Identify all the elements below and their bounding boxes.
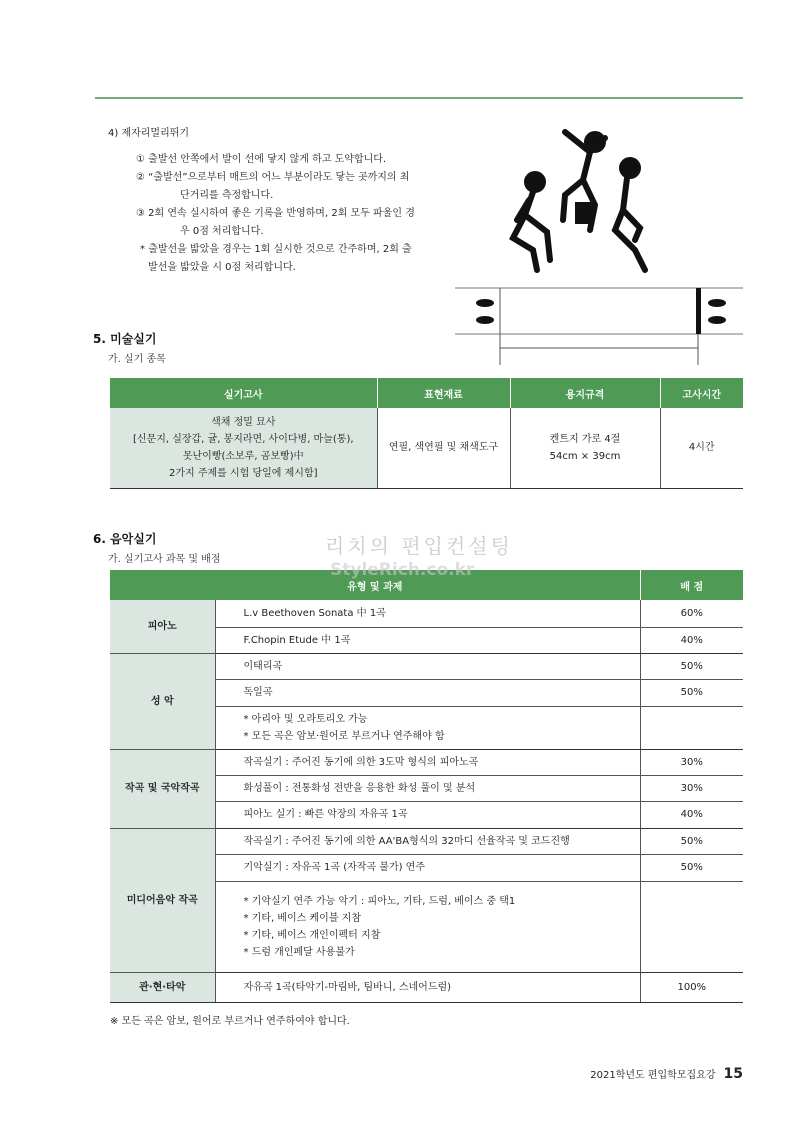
score-cell: 60% [640, 600, 743, 627]
subject-line: 2가지 주제를 시험 당일에 제시함] [168, 467, 318, 479]
note: * 기타, 베이스 개인이펙터 지참 [243, 929, 381, 941]
score-cell: 50% [640, 854, 743, 881]
task-cell: L.v Beethoven Sonata 中 1곡 [215, 600, 640, 627]
score-cell: 50% [640, 679, 743, 706]
long-jump-section [108, 125, 415, 277]
notes-cell [215, 881, 640, 972]
art-exam-table [110, 378, 743, 489]
note: * 기타, 베이스 케이블 지참 [243, 912, 361, 924]
score-cell: 30% [640, 775, 743, 801]
art-section-title: 5. 미술실기 [93, 332, 157, 346]
footnote: ※ 모든 곡은 암보, 원어로 부르거나 연주하여야 합니다. [110, 1016, 350, 1027]
note: * 기악실기 연주 가능 악기 : 피아노, 기타, 드럼, 베이스 중 택1 [243, 895, 516, 907]
subject-line: 색채 정밀 묘사 [211, 416, 276, 428]
subject-line: 못난이빵(소보루, 곰보빵)中 [182, 450, 304, 462]
top-rule [95, 97, 743, 99]
rule-text: “출발선”으로부터 매트의 어느 부분이라도 닿는 곳까지의 최 [148, 172, 410, 183]
task-cell: F.Chopin Etude 中 1곡 [215, 627, 640, 653]
rule-item [108, 205, 415, 241]
rule-item [108, 169, 415, 205]
note: * 모든 곡은 암보·원어로 부르거나 연주해야 함 [243, 730, 445, 742]
paper-line: 켄트지 가로 4절 [549, 433, 621, 445]
paper-line: 54cm × 39cm [549, 450, 621, 462]
col-header: 실기고사 [110, 378, 377, 408]
time-cell: 4시간 [660, 408, 743, 488]
music-exam-table [110, 570, 743, 1003]
rule-mark: ③ [136, 208, 145, 219]
page-footer [590, 1066, 743, 1082]
task-cell: 이태리곡 [215, 653, 640, 679]
task-cell: 작곡실기 : 주어진 동기에 의한 3도막 형식의 피아노곡 [215, 749, 640, 775]
watermark-url: StyleRich.co.kr [330, 560, 475, 580]
col-header: 배 점 [640, 570, 743, 600]
rule-text: 단거리를 측정합니다. [180, 190, 274, 201]
long-jump-illustration [455, 120, 745, 370]
col-header: 용지규격 [510, 378, 660, 408]
score-cell: 50% [640, 653, 743, 679]
note: * 드럼 개인페달 사용불가 [243, 946, 355, 958]
rule-item [108, 151, 415, 169]
category-vocal: 성 악 [110, 653, 215, 749]
task-cell: 기악실기 : 자유곡 1곡 (자작곡 불가) 연주 [215, 854, 640, 881]
task-cell: 작곡실기 : 주어진 동기에 의한 AA'BA형식의 32마디 선율작곡 및 코드진행 [215, 828, 640, 854]
category-piano: 피아노 [110, 600, 215, 653]
subject-line: [신문지, 실장갑, 귤, 봉지라면, 사이다병, 마늘(통), [132, 433, 354, 445]
task-cell: 독일곡 [215, 679, 640, 706]
paper-cell [510, 408, 660, 488]
notes-cell [215, 706, 640, 749]
subject-cell [110, 408, 377, 488]
col-header: 유형 및 과제 [110, 570, 640, 600]
score-cell: 40% [640, 627, 743, 653]
rule-text: 출발선 안쪽에서 발이 선에 닿지 않게 하고 도약합니다. [148, 154, 387, 165]
task-cell: 피아노 실기 : 빠른 악장의 자유곡 1곡 [215, 801, 640, 828]
rule-text: 2회 연속 실시하여 좋은 기록을 반영하며, 2회 모두 파울인 경 [148, 208, 415, 219]
col-header: 고사시간 [660, 378, 743, 408]
music-subtitle: 가. 실기고사 과목 및 배점 [108, 554, 221, 565]
rule-mark: ② [136, 172, 145, 183]
score-cell [640, 881, 743, 972]
page-number: 15 [723, 1066, 743, 1082]
category-composition: 작곡 및 국악작곡 [110, 749, 215, 828]
section-title: 4) 제자리멀리뛰기 [108, 128, 190, 139]
rule-item [108, 241, 415, 277]
material-cell: 연필, 색연필 및 채색도구 [377, 408, 510, 488]
score-cell: 100% [640, 972, 743, 1002]
music-section-title: 6. 음악실기 [93, 532, 157, 546]
rule-mark: * [140, 244, 145, 255]
score-cell: 30% [640, 749, 743, 775]
score-cell [640, 706, 743, 749]
watermark: 리치의 편입컨설팅 [325, 534, 513, 558]
rule-text: 발선을 밟았을 시 0점 처리합니다. [148, 262, 296, 273]
note: * 아리아 및 오라토리오 가능 [243, 713, 368, 725]
art-subtitle: 가. 실기 종목 [108, 354, 166, 365]
rule-text: 출발선을 밟았을 경우는 1회 실시한 것으로 간주하며, 2회 출 [148, 244, 412, 255]
col-header: 표현재료 [377, 378, 510, 408]
score-cell: 50% [640, 828, 743, 854]
category-media-music: 미디어음악 작곡 [110, 828, 215, 972]
rule-mark: ① [136, 154, 145, 165]
task-cell: 화성풀이 : 전통화성 전반을 응용한 화성 풀이 및 분석 [215, 775, 640, 801]
score-cell: 40% [640, 801, 743, 828]
category-instrumental: 관·현·타악 [110, 972, 215, 1002]
task-cell: 자유곡 1곡(타악기-마림바, 팀바니, 스네어드럼) [215, 972, 640, 1002]
footer-text: 2021학년도 편입학모집요강 [590, 1070, 716, 1081]
rule-text: 우 0점 처리합니다. [180, 226, 264, 237]
